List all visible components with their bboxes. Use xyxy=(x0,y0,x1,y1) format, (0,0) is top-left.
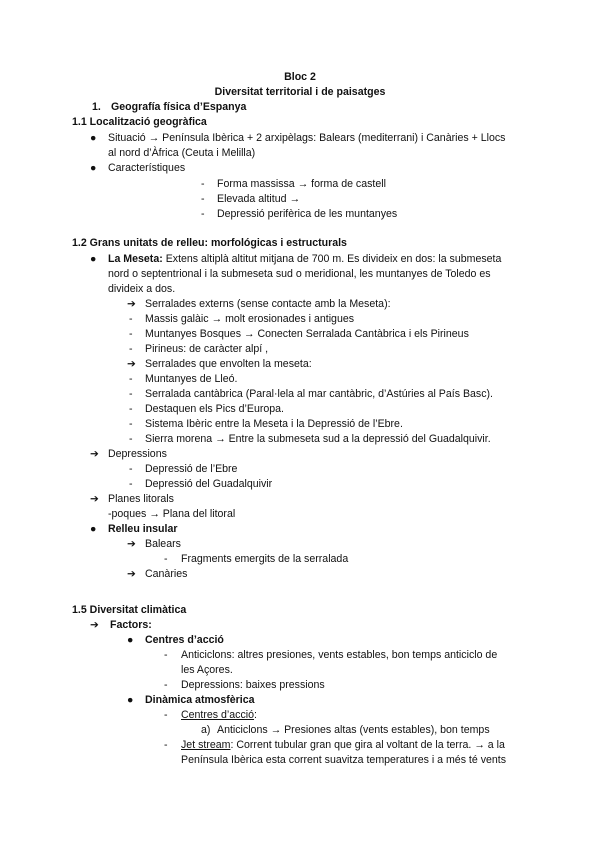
dash-icon: - xyxy=(129,463,133,475)
page-title: Diversitat territorial i de paisatges xyxy=(214,86,386,98)
canaries-label: Canàries xyxy=(145,568,188,580)
balears-label: Balears xyxy=(145,538,181,550)
dash-icon: - xyxy=(164,709,168,721)
situacio-line-2: al nord d’Àfrica (Ceuta i Melilla) xyxy=(108,147,256,159)
anticiclons-line-2: les Açores. xyxy=(181,664,233,676)
section-1-title: Geografía física d’Espanya xyxy=(111,101,247,113)
jet-stream-term: Jet stream xyxy=(181,739,231,751)
envolten-item-3: Destaquen els Pics d’Europa. xyxy=(145,403,284,415)
depressio-item-2: Depressió del Guadalquivir xyxy=(145,478,273,490)
section-1-number: 1. xyxy=(92,101,101,113)
arrow-icon: ➔ xyxy=(127,568,136,580)
extern-item-2: Muntanyes Bosques → Conecten Serralada Cantàbrica i els Pirineus xyxy=(145,328,469,340)
dash-icon: - xyxy=(129,418,133,430)
dash-icon: - xyxy=(129,388,133,400)
caracteristiques-label: Característiques xyxy=(108,162,186,174)
depressions-item: Depressions: baixes pressions xyxy=(181,679,325,691)
meseta-line-2: nord o septentrional i la submeseta sud o meridional, les muntanyes de Toledo es xyxy=(108,268,491,280)
dash-icon: - xyxy=(129,403,133,415)
meseta-text: Extens altiplà altitut mitjana de 700 m. Es divideix en dos: la submeseta xyxy=(162,253,502,265)
dash-icon: - xyxy=(201,208,205,220)
dash-icon: - xyxy=(164,553,168,565)
envolten-item-1: Muntanyes de Lleó. xyxy=(145,373,238,385)
dash-icon: - xyxy=(129,328,133,340)
arrow-icon: ➔ xyxy=(90,493,99,505)
caracteristica-1: Forma massissa → forma de castell xyxy=(217,178,386,190)
section-1-5-title: 1.5 Diversitat climàtica xyxy=(72,604,187,616)
dash-icon: - xyxy=(129,433,133,445)
caracteristica-2: Elevada altitud → xyxy=(217,193,301,205)
meseta-line-1 xyxy=(108,252,501,266)
arrow-icon: ➔ xyxy=(127,298,136,310)
planes-litorals-item: -poques → Plana del litoral xyxy=(108,508,236,520)
factors-heading: Factors: xyxy=(110,619,152,631)
extern-item-3: Pirineus: de caràcter alpí , xyxy=(145,343,269,355)
arrow-icon: ➔ xyxy=(90,619,99,631)
centres-accio-heading: Centres d’acció xyxy=(145,634,224,646)
bullet-icon: ● xyxy=(127,694,134,706)
planes-litorals-heading: Planes litorals xyxy=(108,493,174,505)
centres-accio-sub xyxy=(181,708,257,722)
list-marker-a: a) xyxy=(201,724,211,736)
meseta-line-3: divideix a dos. xyxy=(108,283,176,295)
jet-stream-text: : Corrent tubular gran que gira al voltant de la terra. → a la xyxy=(230,739,505,751)
envolten-item-2: Serralada cantàbrica (Paral·lela al mar cantàbric, d’Astúries al País Basc). xyxy=(145,388,493,400)
jet-stream-line-1 xyxy=(181,738,505,752)
bullet-icon: ● xyxy=(90,253,97,265)
bullet-icon: ● xyxy=(90,523,97,535)
relleu-insular-heading: Relleu insular xyxy=(108,523,178,535)
dash-icon: - xyxy=(164,739,168,751)
envolten-item-4: Sistema Ibèric entre la Meseta i la Depressió de l’Ebre. xyxy=(145,418,403,430)
dash-icon: - xyxy=(201,178,205,190)
depressions-heading: Depressions xyxy=(108,448,167,460)
arrow-icon: ➔ xyxy=(127,538,136,550)
centres-accio-colon: : xyxy=(254,709,257,721)
anticiclons-item-a: Anticiclons → Presiones altas (vents estables), bon temps xyxy=(217,724,490,736)
arrow-icon: ➔ xyxy=(127,358,136,370)
dinamica-atmosferica-heading: Dinàmica atmosfèrica xyxy=(145,694,255,706)
section-1-1-title: 1.1 Localització geogràfica xyxy=(72,116,207,128)
extern-item-1: Massis galàic → molt erosionades i antigues xyxy=(145,313,355,325)
dash-icon: - xyxy=(129,373,133,385)
bullet-icon: ● xyxy=(127,634,134,646)
dash-icon: - xyxy=(129,313,133,325)
centres-accio-underlined: Centres d’acció xyxy=(181,709,255,721)
envolten-item-5: Sierra morena → Entre la submeseta sud a la depressió del Guadalquivir. xyxy=(145,433,491,445)
arrow-icon: ➔ xyxy=(90,448,99,460)
anticiclons-line-1: Anticiclons: altres presiones, vents estables, bon temps anticiclo de xyxy=(181,649,498,661)
dash-icon: - xyxy=(201,193,205,205)
bullet-icon: ● xyxy=(90,162,97,174)
dash-icon: - xyxy=(129,343,133,355)
dash-icon: - xyxy=(129,478,133,490)
jet-stream-line-2: Península Ibèrica esta corrent suavitza temperatures i a més té vents xyxy=(181,754,507,766)
meseta-label: La Meseta: xyxy=(108,253,163,265)
situacio-line-1: Situació → Península Ibèrica + 2 arxipèlags: Balears (mediterrani) i Canàries + Llocs xyxy=(108,132,506,144)
dash-icon: - xyxy=(164,649,168,661)
depressio-item-1: Depressió de l’Ebre xyxy=(145,463,238,475)
serralades-externs-heading: Serralades externs (sense contacte amb la Meseta): xyxy=(145,298,391,310)
dash-icon: - xyxy=(164,679,168,691)
serralades-envolten-heading: Serralades que envolten la meseta: xyxy=(145,358,312,370)
balears-detail: Fragments emergits de la serralada xyxy=(181,553,349,565)
bloc-heading: Bloc 2 xyxy=(284,71,316,83)
caracteristica-3: Depressió perifèrica de les muntanyes xyxy=(217,208,398,220)
section-1-2-title: 1.2 Grans unitats de relleu: morfológicas i estructurals xyxy=(72,237,347,249)
bullet-icon: ● xyxy=(90,132,97,144)
